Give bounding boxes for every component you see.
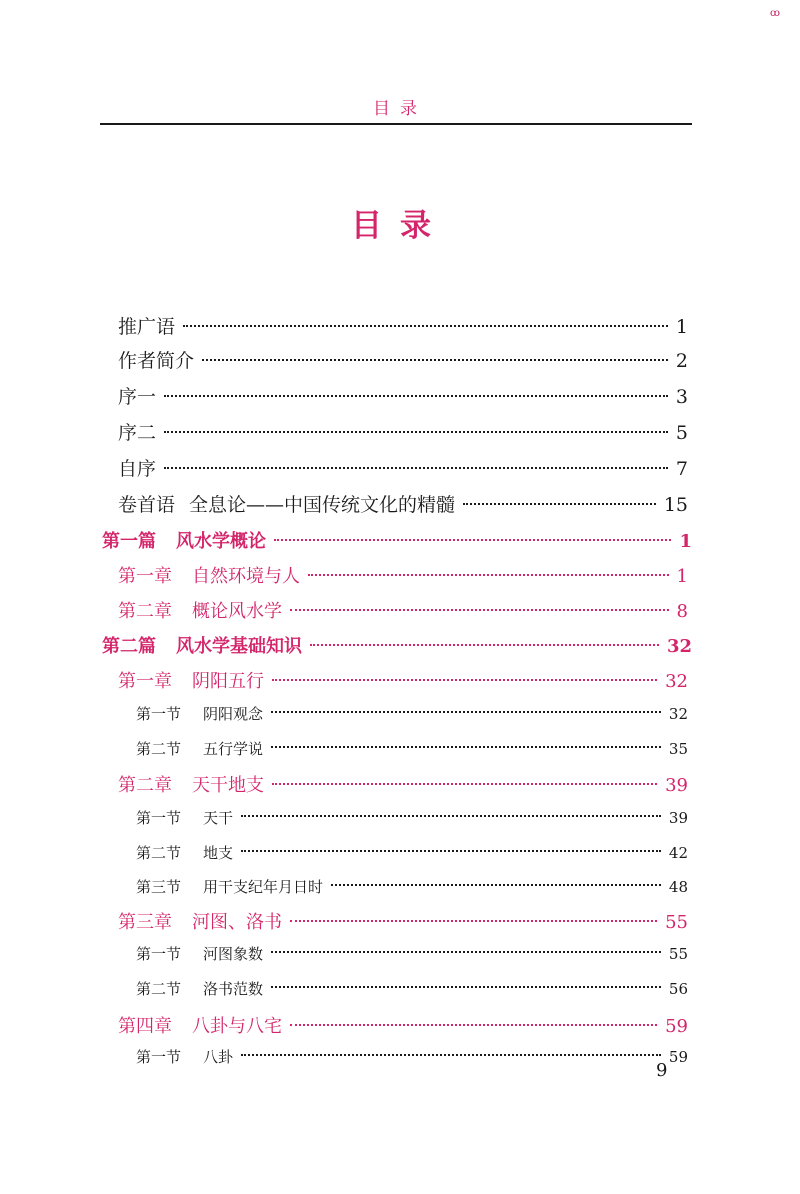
page-title: 目录 [351, 208, 449, 244]
toc-entry-page: 32 [665, 671, 688, 692]
dot-leader [164, 431, 668, 433]
toc-entry-label: 自序 [118, 458, 157, 480]
toc-entry-page: 59 [668, 1048, 688, 1066]
dot-leader [310, 644, 659, 646]
toc-entry-title: 洛书范数 [203, 980, 264, 998]
toc-entry-label: 序二 [118, 422, 157, 444]
toc-entry [118, 597, 688, 627]
toc-entry-title: 河图、洛书 [192, 912, 282, 933]
toc-entry-label: 第二篇 [102, 636, 156, 657]
dot-leader [290, 920, 657, 922]
toc-entry [118, 1012, 688, 1042]
dot-leader [164, 467, 668, 469]
toc-entry-title: 天干 [203, 809, 234, 827]
dot-leader [271, 951, 661, 953]
toc-entry-label: 第二节 [136, 740, 182, 758]
dot-leader [272, 679, 657, 681]
toc-entry-title: 全息论——中国传统文化的精髓 [189, 494, 456, 516]
dot-leader [271, 711, 661, 713]
toc-entry-page: 55 [668, 945, 688, 963]
toc-entry-page: 48 [668, 878, 688, 896]
toc-entry-page: 5 [675, 422, 688, 444]
dot-leader [164, 395, 668, 397]
toc-entry-label: 第一章 [118, 566, 172, 587]
toc-entry-page: 2 [675, 350, 688, 372]
toc-entry [118, 908, 688, 938]
toc-entry-label: 序一 [118, 386, 157, 408]
toc-entry [136, 876, 688, 904]
toc-entry-label: 第三节 [136, 878, 182, 896]
toc-entry [118, 346, 688, 376]
dot-leader [290, 1024, 657, 1026]
toc-entry-title: 河图象数 [203, 945, 264, 963]
toc-entry [118, 418, 688, 448]
toc-entry-label: 作者简介 [118, 350, 195, 372]
toc-entry [118, 667, 688, 697]
toc-entry-page: 1 [675, 316, 688, 338]
toc-entry-title: 风水学基础知识 [176, 636, 302, 657]
toc-entry [118, 771, 688, 801]
dot-leader [271, 986, 661, 988]
dot-leader [202, 359, 668, 361]
toc-entry [136, 807, 688, 835]
dot-leader [272, 783, 657, 785]
dot-leader [290, 609, 669, 611]
toc-entry-label: 第二章 [118, 601, 172, 622]
toc-entry-label: 第二节 [136, 844, 182, 862]
toc-entry-title: 五行学说 [203, 740, 264, 758]
toc-entry [118, 312, 688, 342]
toc-entry-page: 39 [668, 809, 688, 827]
toc-entry-label: 第二章 [118, 775, 172, 796]
toc-entry-page: 32 [668, 705, 688, 723]
toc-entry [102, 632, 692, 662]
toc-entry-label: 第四章 [118, 1016, 172, 1037]
toc-entry-title: 风水学概论 [176, 531, 266, 552]
toc-entry-label: 第一章 [118, 671, 172, 692]
dot-leader [274, 539, 671, 541]
toc-entry-label: 推广语 [118, 316, 176, 338]
toc-entry-page: 1 [679, 531, 692, 552]
toc-entry-title: 地支 [203, 844, 234, 862]
dot-leader [241, 850, 661, 852]
toc-entry [136, 842, 688, 870]
toc-entry-label: 卷首语 [118, 494, 176, 516]
toc-entry-title: 自然环境与人 [192, 566, 300, 587]
toc-entry-page: 3 [675, 386, 688, 408]
toc-entry [136, 1046, 688, 1074]
dot-leader [241, 815, 661, 817]
toc-entry-page: 56 [668, 980, 688, 998]
toc-entry-label: 第一篇 [102, 531, 156, 552]
toc-entry [118, 454, 688, 484]
toc-entry-page: 35 [668, 740, 688, 758]
toc-entry-title: 八卦 [203, 1048, 234, 1066]
toc-entry-label: 第一节 [136, 1048, 182, 1066]
toc-entry-page: 55 [665, 912, 688, 933]
toc-entry-title: 阴阳观念 [203, 705, 264, 723]
toc-entry-page: 1 [676, 566, 688, 587]
toc-entry-title: 概论风水学 [192, 601, 282, 622]
toc-entry-label: 第一节 [136, 809, 182, 827]
dot-leader [308, 574, 669, 576]
toc-entry [118, 382, 688, 412]
dot-leader [271, 746, 661, 748]
toc-entry [118, 562, 688, 592]
page-number: 9 [656, 1060, 668, 1081]
toc-entry-page: 32 [666, 636, 692, 657]
toc-entry [136, 978, 688, 1006]
toc-entry [136, 738, 688, 766]
running-head: 目录 [373, 99, 427, 119]
toc-entry-page: 15 [663, 494, 688, 516]
toc-entry-page: 7 [675, 458, 688, 480]
toc-entry-page: 39 [665, 775, 688, 796]
toc-entry-title: 阴阳五行 [192, 671, 264, 692]
dot-leader [331, 884, 661, 886]
dot-leader [463, 503, 656, 505]
toc-entry-label: 第三章 [118, 912, 172, 933]
toc-entry [118, 490, 688, 520]
toc-entry-page: 59 [665, 1016, 688, 1037]
toc-entry-page: 42 [668, 844, 688, 862]
toc-entry [136, 943, 688, 971]
toc-entry-label: 第二节 [136, 980, 182, 998]
toc-entry [102, 527, 692, 557]
toc-entry [136, 703, 688, 731]
header-rule [100, 123, 692, 125]
toc-entry-page: 8 [676, 601, 688, 622]
dot-leader [241, 1054, 661, 1056]
toc-entry-title: 天干地支 [192, 775, 264, 796]
toc-entry-title: 用干支纪年月日时 [203, 878, 324, 896]
corner-mark: ꝏ [770, 8, 780, 19]
toc-entry-title: 八卦与八宅 [192, 1016, 282, 1037]
toc-entry-label: 第一节 [136, 945, 182, 963]
dot-leader [183, 325, 668, 327]
toc-entry-label: 第一节 [136, 705, 182, 723]
